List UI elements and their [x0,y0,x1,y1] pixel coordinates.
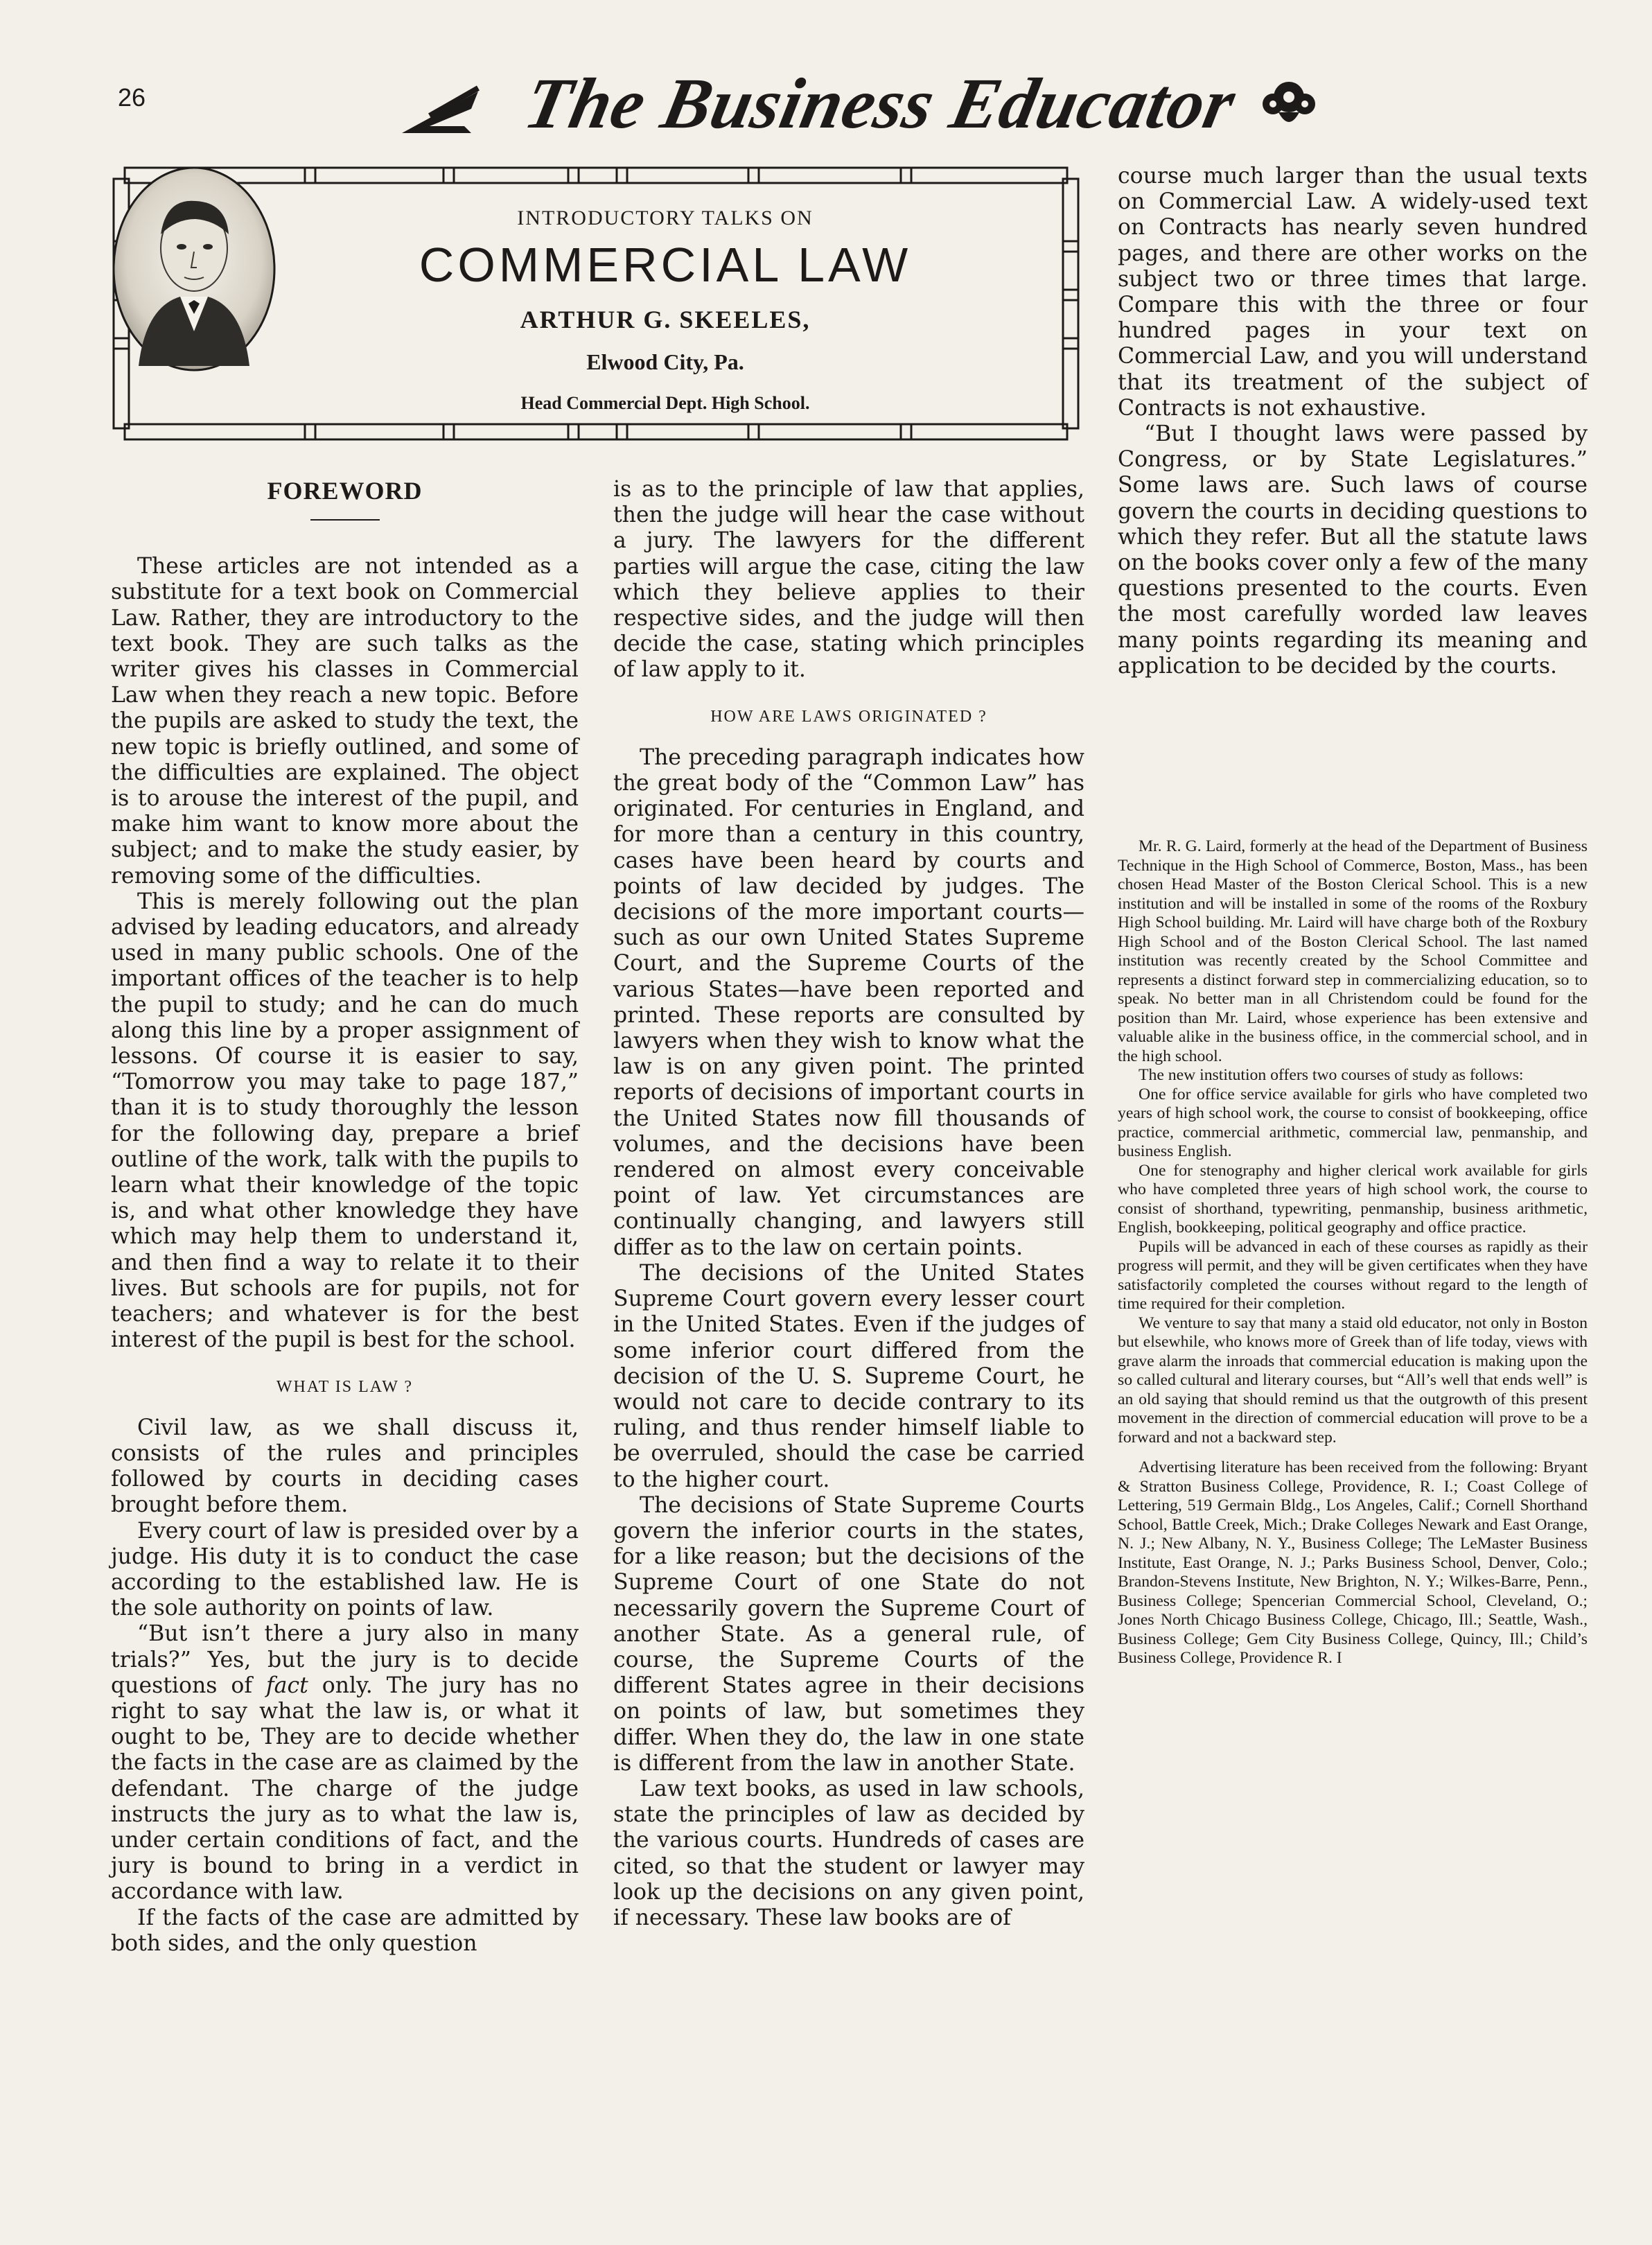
paragraph: The decisions of the United States Supreme Court govern every lesser court in the United States. Even if the judges of some inferior court differed from the decision of the U. S. Supreme Court, he would not care to decide contrary to its ruling, and thus render himself liable to be overruled, should the case be carried to the higher court. [613,1260,1084,1492]
page-number: 26 [118,83,146,112]
paragraph: is as to the principle of law that applies, then the judge will hear the case without a jury. The lawyers for the different parties will argue the case, citing the law which they believe applies to their respective sides, and the judge will then decide the case, stating which principles of law apply to it. [613,477,1084,683]
news-paragraph: Advertising literature has been received from the following: Bryant & Stratton Business College, Providence, R. I.; Coast College of Lettering, 519 Germain Bldg., Los Angeles, Calif.; Cornell Shorthand School, Battle Creek, Mich.; Drake Colleges Newark and East Orange, N. J.; New Albany, N. Y., Business College; The LeMaster Business Institute, East Orange, N. J.; Parks Business School, Denver, Colo.; Brandon-Stevens Institute, New Brighton, N. Y.; Wilkes-Barre, Penn., Business College; Spencerian Commercial School, Cleveland, O.; Jones North Chicago Business College, Chicago, Ill.; Seattle, Wash., Business College; Gem City Business College, Quincy, Ill.; Child’s Business College, Providence R. I [1118,1458,1588,1667]
news-paragraph: One for office service available for girls who have completed two years of high school work, the course to consist of bookkeeping, office practice, commercial arithmetic, commercial law, penmanship, and business English. [1118,1085,1588,1160]
column-3 [1118,164,1588,679]
news-paragraph: Pupils will be advanced in each of these courses as rapidly as their progress will permit, and they will be given certificates when they have satisfactorily completed the courses without regard to the length of time required for their completion. [1118,1237,1588,1313]
paragraph: “But I thought laws were passed by Congress, or by State Legislatures.” Some laws are. Such laws of course govern the courts in deciding questions to which they refer. But all the statute laws on the books cover only a few of the many questions presented to the courts. Even the most carefully worded law leaves many points regarding its meaning and application to be decided by the courts. [1118,421,1588,679]
paragraph: The preceding paragraph indicates how the great body of the “Common Law” has originated. For centuries in England, and for more than a century in this country, cases have been heard by courts and points of law decided by judges. The decisions of the more important courts—such as our own United States Supreme Court, and the Supreme Courts of the various States—have been reported and printed. These reports are consulted by lawyers when they wish to know what the law is on any given point. The printed reports of decisions of important courts in the United States now fill thousands of volumes, and the decisions have been rendered on almost every conceivable point of law. Yet circumstances are continually changing, and lawyers still differ as to the law on certain points. [613,744,1084,1260]
section-heading-laws-originated: HOW ARE LAWS ORIGINATED ? [710,707,987,726]
paragraph: If the facts of the case are admitted by both sides, and the only question [111,1905,579,1956]
paragraph: Civil law, as we shall discuss it, consists of the rules and principles followed by courts in deciding cases brought before them. [111,1415,579,1518]
section-heading-what-is-law: WHAT IS LAW ? [276,1377,414,1396]
news-items [1118,837,1588,1668]
foreword-heading: FOREWORD [267,477,423,505]
news-paragraph: The new institution offers two courses of study as follows: [1139,1066,1524,1084]
paragraph: The decisions of State Supreme Courts govern the inferior courts in the states, for a like reason; but the decisions of the Supreme Court of one State do not necessarily govern the Supreme Court of another State. As a general rule, of course, the Supreme Courts of the different States agree in their decisions on points of law, but sometimes they differ. When they do, the law in one state is different from the law in another State. [613,1492,1084,1776]
paragraph: This is merely following out the plan advised by leading educators, and already used in many public schools. One of the important offices of the teacher is to help the pupil to study; and he can do much along this line by a proper assignment of lessons. Of course it is easier to say, “Tomorrow you may take to page 187,” than it is to study thoroughly the lesson for the following day, prepare a brief outline of the work, talk with the pupils to learn what their knowledge of the topic is, and what other knowledge they have which may help them to understand it, and then find a way to relate it to their lives. But schools are for pupils, not for teachers; and whatever is for the best interest of the pupil is best for the school. [111,889,579,1353]
column-2 [613,477,1084,1931]
quill-icon [388,78,492,140]
paragraph: Every court of law is presided over by a judge. His duty it is to conduct the case according to the established law. He is the sole authority on points of law. [111,1518,579,1621]
author-department: Head Commercial Dept. High School. [520,393,810,413]
news-paragraph: Mr. R. G. Laird, formerly at the head of the Department of Business Technique in the High School of Commerce, Boston, Mass., has been chosen Head Master of the Boston Clerical School. This is a new institution and will be installed in some of the rooms of the Roxbury High School building. Mr. Laird will have charge both of the Roxbury High School and of the Boston Clerical School. The last named institution was recently created by the School Committee and represents a distinct forward step in commercializing education, so to speak. No better man in all Christendom could be found for the position than Mr. Laird, whose experience has been extensive and valuable alike in the business office, in the commercial school, and in the high school. [1118,837,1588,1065]
masthead-title: The Business Educator [518,64,1243,143]
heading-rule [310,519,380,521]
news-paragraph: One for stenography and higher clerical work available for girls who have completed three years of high school work, the course to consist of shorthand, typewriting, penmanship, business arithmetic, English, bookkeeping, political geography and office practice. [1118,1161,1588,1237]
author-portrait [111,165,277,373]
news-paragraph: We venture to say that many a staid old educator, not only in Boston but elsewhile, who knows more of Greek than of life today, views with grave alarm the inroads that commercial education is making upon the so called cultural and literary courses, but “All’s well that ends well” is an old saying that should remind us that the outgrowth of this present movement in the direction of commercial education will prove to be a forward and not a backward step. [1118,1313,1588,1447]
italic-emphasis: fact [266,1672,308,1698]
masthead [388,57,1358,147]
paragraph: These articles are not intended as a substitute for a text book on Commercial Law. Rather, they are introductory to the text book. They are such talks as the writer gives his classes in Commercial Law when they reach a new topic. Before the pupils are asked to study the text, the new topic is briefly outlined, and some of the difficulties are explained. The object is to arouse the interest of the pupil, and make him want to know more about the subject; and to make the study easier, by removing some of the difficulties. [111,554,579,889]
paragraph: course much larger than the usual texts on Commercial Law. A widely-used text on Contracts has nearly seven hundred pages, and there are other works on the subject two or three times that large. Compare this with the three or four hundred pages in your text on Commercial Law, and you will understand that its treatment of the subject of Contracts is not exhaustive. [1118,164,1588,421]
paragraph: “But isn’t there a jury also in many trials?” Yes, but the jury is to decide questions of fact only. The jury has no right to say what the law is, or what it ought to be, They are to decide whether the facts in the case are as claimed by the defendant. The charge of the judge instructs the jury as to what the law is, under certain conditions of fact, and the jury is bound to bring in a verdict in accordance with law. [111,1621,579,1905]
title-text [346,207,984,414]
paragraph: Law text books, as used in law schools, state the principles of law as decided by the various courts. Hundreds of cases are cited, so that the student or lawyer may look up the decisions on any given point, if necessary. These law books are of [613,1776,1084,1930]
column-1 [111,478,579,1957]
author-city: Elwood City, Pa. [586,349,744,374]
author-name: ARTHUR G. SKEELES, [520,306,811,333]
ornament-icon [1258,69,1320,132]
title-block [111,165,1081,442]
series-kicker: INTRODUCTORY TALKS ON [517,207,814,229]
article-title: COMMERCIAL LAW [419,238,912,292]
